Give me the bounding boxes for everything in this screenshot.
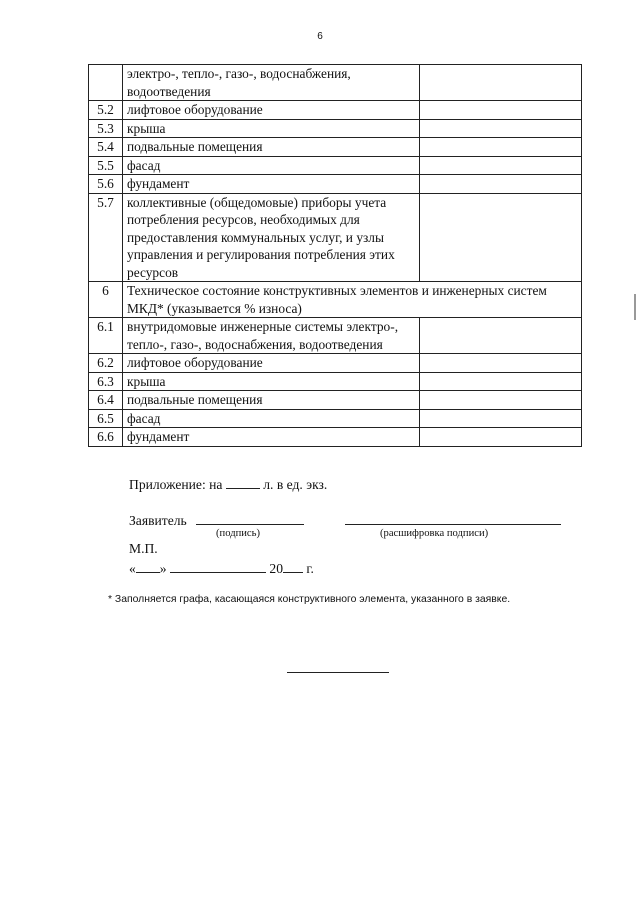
table-row [89,101,582,120]
applicant-label: Заявитель [129,513,187,528]
table-row [89,318,582,354]
row-number: 5.5 [89,156,123,175]
row-description: фундамент [123,175,420,194]
table-row [89,354,582,373]
date-month-blank[interactable] [170,561,266,573]
row-value-cell[interactable] [420,318,582,354]
row-number: 6.5 [89,409,123,428]
table-row [89,119,582,138]
row-number: 5.4 [89,138,123,157]
row-value-cell[interactable] [420,354,582,373]
decode-caption: (расшифровка подписи) [380,528,489,539]
row-value-cell[interactable] [420,391,582,410]
attachment-suffix: л. в ед. экз. [263,477,328,492]
stamp-label: М.П. [129,541,158,556]
table-row [89,138,582,157]
row-description: подвальные помещения [123,138,420,157]
section-title: Техническое состояние конструктивных элементов и инженерных систем МКД* (указывается % износа) [123,282,582,318]
row-number: 6.1 [89,318,123,354]
page-number: 6 [317,31,323,42]
attachment-sheets-blank[interactable] [226,477,260,489]
scan-edge-mark [634,294,636,320]
row-number: 6.2 [89,354,123,373]
table-row [89,391,582,410]
row-number: 5.7 [89,193,123,282]
row-number: 5.6 [89,175,123,194]
row-description: коллективные (общедомовые) приборы учета потребления ресурсов, необходимых для предоставления коммунальных услуг, и узлы управления и регулирования потребления этих ресурсов [123,193,420,282]
table-row [89,409,582,428]
row-value-cell[interactable] [420,409,582,428]
footnote: * Заполняется графа, касающаяся конструктивного элемента, указанного в заявке. [108,594,511,605]
signature-blank[interactable] [196,524,304,525]
row-description: фасад [123,156,420,175]
row-description: электро-, тепло-, газо-, водоснабжения, водоотведения [123,65,420,101]
row-value-cell[interactable] [420,193,582,282]
row-number: 5.2 [89,101,123,120]
row-value-cell[interactable] [420,65,582,101]
row-number: 6.4 [89,391,123,410]
table-row [89,428,582,447]
row-value-cell[interactable] [420,175,582,194]
row-description: лифтовое оборудование [123,101,420,120]
table-row [89,65,582,101]
date-open-quote: « [129,561,136,576]
table-row [89,175,582,194]
signature-decode-blank[interactable] [345,524,561,525]
row-value-cell[interactable] [420,101,582,120]
row-description: подвальные помещения [123,391,420,410]
date-day-blank[interactable] [136,561,160,573]
section-number: 6 [89,282,123,318]
row-value-cell[interactable] [420,119,582,138]
date-year-suffix: г. [306,561,314,576]
end-divider [287,672,389,673]
condition-table [88,64,582,447]
table-row [89,156,582,175]
row-value-cell[interactable] [420,138,582,157]
attachment-line [129,477,327,493]
table-row [89,193,582,282]
row-number: 6.6 [89,428,123,447]
row-number: 5.3 [89,119,123,138]
section-header-row [89,282,582,318]
row-value-cell[interactable] [420,156,582,175]
signature-caption: (подпись) [216,528,260,539]
row-number [89,65,123,101]
row-value-cell[interactable] [420,372,582,391]
row-value-cell[interactable] [420,428,582,447]
row-number: 6.3 [89,372,123,391]
date-year-blank[interactable] [283,561,303,573]
row-description: фасад [123,409,420,428]
date-line [129,561,314,577]
date-close-quote: » [159,561,167,576]
row-description: лифтовое оборудование [123,354,420,373]
date-year-prefix: 20 [269,561,283,576]
row-description: крыша [123,119,420,138]
attachment-prefix: Приложение: на [129,477,223,492]
row-description: фундамент [123,428,420,447]
row-description: крыша [123,372,420,391]
table-row [89,372,582,391]
row-description: внутридомовые инженерные системы электро-, тепло-, газо-, водоснабжения, водоотведения [123,318,420,354]
